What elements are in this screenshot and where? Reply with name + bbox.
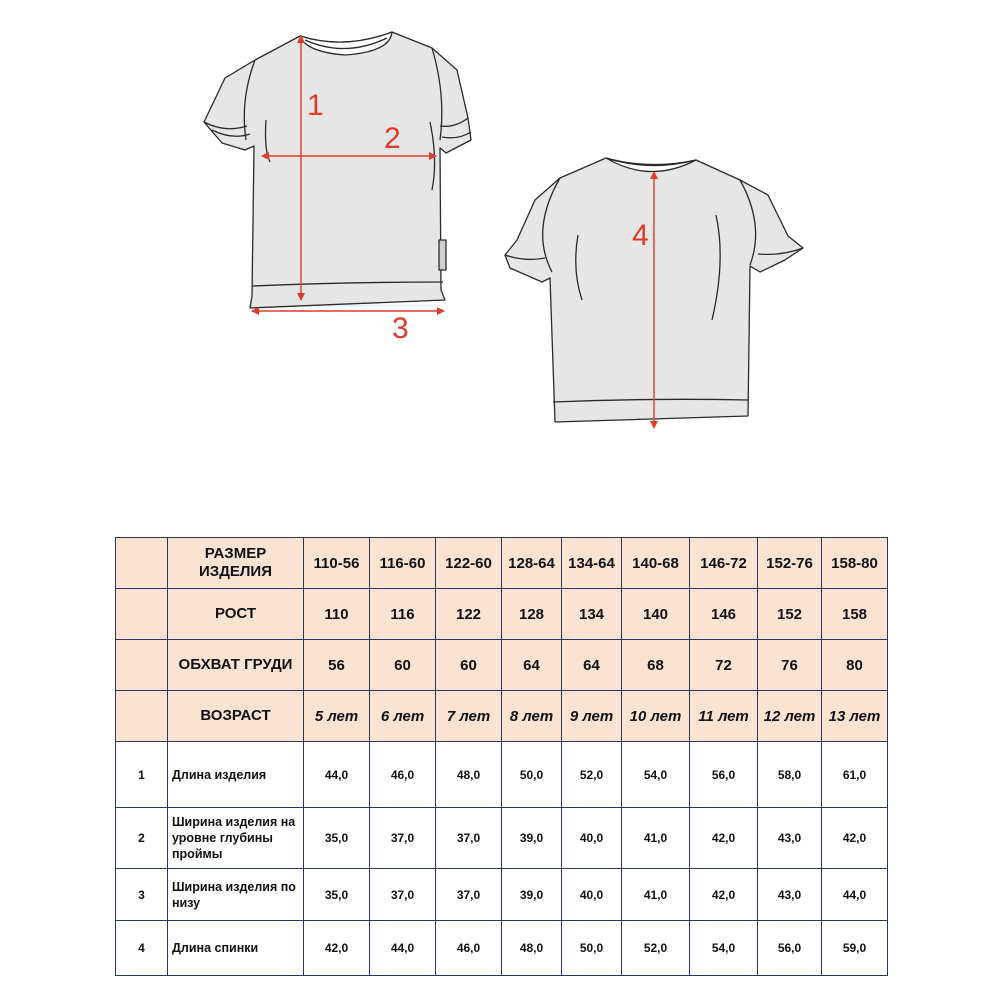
chest-cell: 56 [304,640,370,691]
size-cell: 152-76 [758,538,822,589]
size-cell: 158-80 [822,538,888,589]
size-cell: 116-60 [370,538,436,589]
measure-value: 37,0 [436,869,502,921]
measure-value: 35,0 [304,808,370,869]
empty-cell [116,640,168,691]
measure-value: 42,0 [690,869,758,921]
measure-value: 59,0 [822,921,888,976]
measure-value: 42,0 [304,921,370,976]
height-cell: 134 [562,589,622,640]
measure-row-4 [116,921,888,976]
measure-value: 42,0 [690,808,758,869]
size-cell: 122-60 [436,538,502,589]
age-row [116,691,888,742]
row-number: 1 [116,742,168,808]
row-number: 4 [116,921,168,976]
size-table [115,537,888,976]
measure-value: 50,0 [562,921,622,976]
measure-value: 46,0 [370,742,436,808]
age-cell: 5 лет [304,691,370,742]
callout-1-label: 1 [307,89,324,122]
measure-value: 37,0 [436,808,502,869]
age-cell: 12 лет [758,691,822,742]
age-cell: 7 лет [436,691,502,742]
measure-name: Длина спинки [168,921,304,976]
empty-cell [116,589,168,640]
measure-value: 54,0 [690,921,758,976]
row-number: 3 [116,869,168,921]
measure-value: 48,0 [502,921,562,976]
height-cell: 140 [622,589,690,640]
chest-cell: 64 [502,640,562,691]
measure-value: 44,0 [370,921,436,976]
size-label: РАЗМЕР ИЗДЕЛИЯ [168,538,304,589]
measure-value: 46,0 [436,921,502,976]
measure-value: 42,0 [822,808,888,869]
size-cell: 146-72 [690,538,758,589]
measure-name: Ширина изделия на уровне глубины проймы [168,808,304,869]
empty-cell [116,538,168,589]
chest-cell: 80 [822,640,888,691]
measure-value: 43,0 [758,808,822,869]
height-cell: 152 [758,589,822,640]
measure-row-2 [116,808,888,869]
callout-3-label: 3 [392,312,409,345]
size-cell: 128-64 [502,538,562,589]
height-cell: 110 [304,589,370,640]
chest-cell: 60 [436,640,502,691]
height-cell: 122 [436,589,502,640]
chest-cell: 72 [690,640,758,691]
size-cell: 140-68 [622,538,690,589]
measure-value: 37,0 [370,869,436,921]
chest-label: ОБХВАТ ГРУДИ [168,640,304,691]
age-cell: 10 лет [622,691,690,742]
height-cell: 128 [502,589,562,640]
size-row [116,538,888,589]
measure-value: 54,0 [622,742,690,808]
chest-cell: 76 [758,640,822,691]
age-cell: 11 лет [690,691,758,742]
measure-value: 39,0 [502,869,562,921]
measure-value: 56,0 [758,921,822,976]
measure-name: Длина изделия [168,742,304,808]
measure-value: 56,0 [690,742,758,808]
height-row [116,589,888,640]
measure-value: 52,0 [622,921,690,976]
chest-cell: 68 [622,640,690,691]
measure-value: 40,0 [562,808,622,869]
callout-4-label: 4 [632,219,649,252]
measure-row-1 [116,742,888,808]
chest-cell: 64 [562,640,622,691]
height-cell: 146 [690,589,758,640]
measure-value: 41,0 [622,869,690,921]
callout-2-label: 2 [384,122,401,155]
measure-value: 50,0 [502,742,562,808]
measure-name: Ширина изделия по низу [168,869,304,921]
chest-cell: 60 [370,640,436,691]
age-cell: 13 лет [822,691,888,742]
measure-value: 41,0 [622,808,690,869]
measure-value: 35,0 [304,869,370,921]
age-cell: 9 лет [562,691,622,742]
height-label: РОСТ [168,589,304,640]
tshirt-front [204,32,471,308]
size-cell: 134-64 [562,538,622,589]
age-cell: 6 лет [370,691,436,742]
height-cell: 158 [822,589,888,640]
measure-value: 43,0 [758,869,822,921]
row-number: 2 [116,808,168,869]
measure-value: 48,0 [436,742,502,808]
age-label: ВОЗРАСТ [168,691,304,742]
measure-value: 44,0 [822,869,888,921]
measure-value: 52,0 [562,742,622,808]
chest-row [116,640,888,691]
empty-cell [116,691,168,742]
measure-value: 37,0 [370,808,436,869]
size-cell: 110-56 [304,538,370,589]
measure-value: 39,0 [502,808,562,869]
height-cell: 116 [370,589,436,640]
age-cell: 8 лет [502,691,562,742]
measure-value: 40,0 [562,869,622,921]
measure-row-3 [116,869,888,921]
measure-value: 44,0 [304,742,370,808]
measure-value: 58,0 [758,742,822,808]
measure-value: 61,0 [822,742,888,808]
